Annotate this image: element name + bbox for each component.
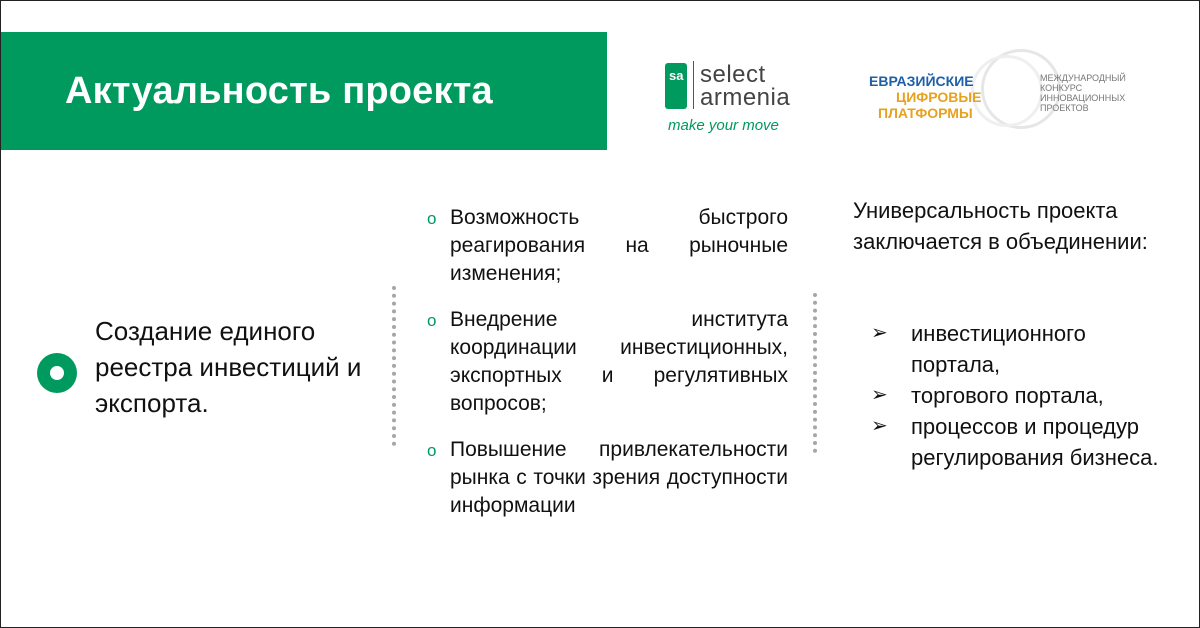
logo-ring-inner-icon bbox=[971, 55, 1043, 127]
select-armenia-word-1: select bbox=[700, 61, 766, 88]
arrow-bullet-icon: ➢ bbox=[871, 322, 888, 344]
eurasian-caption-line-1: МЕЖДУНАРОДНЫЙ bbox=[1040, 73, 1126, 83]
title-bar bbox=[1, 32, 607, 150]
arrow-bullet-icon: ➢ bbox=[871, 384, 888, 406]
list-item bbox=[871, 411, 1171, 473]
list-item bbox=[871, 380, 1171, 411]
list-item bbox=[426, 306, 788, 418]
target-icon bbox=[37, 353, 77, 393]
eurasian-logo-caption bbox=[1040, 73, 1126, 113]
select-armenia-tagline: make your move bbox=[668, 117, 779, 134]
list-item-text: Возможность быстрого реагирования на рыночные изменения; bbox=[450, 206, 788, 285]
list-item bbox=[426, 204, 788, 288]
eurasian-caption-line-4: ПРОЕКТОВ bbox=[1040, 103, 1089, 113]
circle-bullet-icon: o bbox=[427, 311, 437, 330]
select-armenia-mark-icon bbox=[665, 63, 687, 109]
left-statement: Создание единого реестра инвестиций и экспорта. bbox=[95, 316, 362, 418]
page-title: Актуальность проекта bbox=[65, 69, 493, 112]
eurasian-logo-line-1: ЕВРАЗИЙСКИЕ bbox=[869, 73, 974, 89]
dotted-divider-right bbox=[813, 293, 817, 453]
right-intro: Универсальность проекта заключается в объединении: bbox=[853, 198, 1148, 254]
list-item bbox=[871, 318, 1171, 380]
list-item bbox=[426, 436, 788, 520]
list-item-text: инвестиционного портала, bbox=[911, 321, 1086, 377]
benefits-list bbox=[426, 204, 788, 538]
select-armenia-logo bbox=[665, 61, 825, 141]
circle-bullet-icon: o bbox=[427, 441, 437, 460]
eurasian-logo-line-2: ЦИФРОВЫЕ bbox=[896, 89, 982, 105]
eurasian-caption-line-3: ИННОВАЦИОННЫХ bbox=[1040, 93, 1126, 103]
list-item-text: Повышение привлекательности рынка с точки зрения доступности информации bbox=[450, 438, 788, 517]
circle-bullet-icon: o bbox=[427, 209, 437, 228]
select-armenia-mark-text: sa bbox=[669, 68, 684, 83]
eurasian-platforms-logo bbox=[866, 49, 1146, 139]
select-armenia-word-2: armenia bbox=[700, 84, 791, 111]
logo-divider bbox=[693, 61, 694, 109]
eurasian-logo-line-3: ПЛАТФОРМЫ bbox=[878, 105, 973, 121]
list-item-text: процессов и процедур регулирования бизнеса. bbox=[911, 414, 1159, 470]
list-item-text: Внедрение института координации инвестиционных, экспортных и регулятивных вопросов; bbox=[450, 308, 788, 415]
list-item-text: торгового портала, bbox=[911, 383, 1104, 408]
arrow-bullet-icon: ➢ bbox=[871, 415, 888, 437]
portals-list bbox=[871, 318, 1171, 473]
eurasian-caption-line-2: КОНКУРС bbox=[1040, 83, 1083, 93]
dotted-divider-left bbox=[392, 286, 396, 446]
